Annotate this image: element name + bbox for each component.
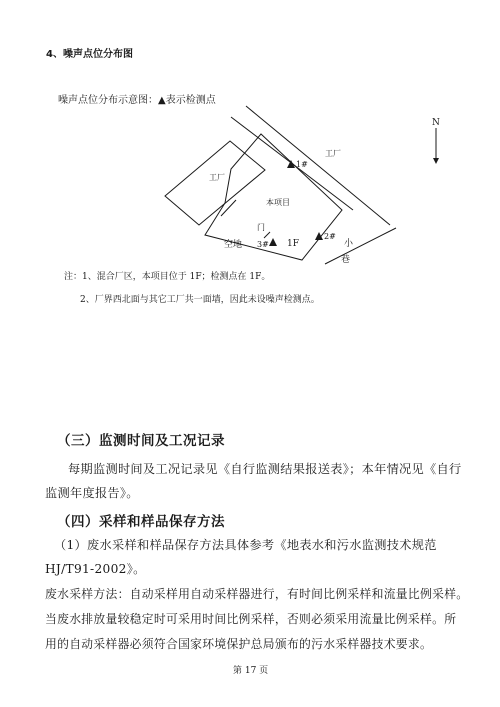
north-arrow-head-icon — [433, 158, 439, 164]
point-1-label: 1# — [296, 160, 308, 169]
factory-left-block — [165, 141, 265, 225]
gate-label: 门 — [257, 223, 265, 232]
section-4-para2-line-3: 用的自动采样器必须符合国家环境保护总局颁布的污水采样器技术要求。 — [45, 637, 433, 651]
floor-label: 1F — [287, 239, 299, 249]
point-3-label: 3# — [257, 240, 269, 249]
road-line-outer — [246, 106, 390, 225]
note-1: 注：1、混合厂区，本项目位于 1F；检测点在 1F。 — [64, 272, 271, 282]
section-4-title: 4、噪声点位分布图 — [46, 49, 133, 60]
alley-label-1: 小 — [344, 239, 354, 249]
point-2-label: 2# — [324, 232, 336, 241]
factory-left-label: 工厂 — [209, 173, 225, 182]
project-label: 本项目 — [266, 198, 290, 207]
note-2: 2、厂界西北面与其它工厂共一面墙，因此未设噪声检测点。 — [80, 295, 320, 305]
section-3-para-line-1: 每期监测时间及工况记录见《自行监测结果报送表》；本年情况见《自行 — [68, 462, 462, 476]
section-3-para-line-2: 监测年度报告》。 — [45, 486, 139, 500]
section-4-heading: （四）采样和样品保存方法 — [57, 514, 225, 530]
factory-right-label: 工厂 — [325, 149, 341, 158]
noise-point-diagram — [0, 0, 500, 300]
detection-point-3-icon — [269, 238, 277, 246]
alley-label-2: 巷 — [341, 255, 351, 265]
diagram-legend: 噪声点位分布示意图：▲表示检测点 — [58, 95, 216, 106]
north-label: N — [432, 118, 440, 128]
section-4-para1-line-2: HJ/T91-2002》。 — [45, 562, 146, 576]
page-number: 第 17 页 — [233, 666, 269, 676]
section-4-para2-line-1: 废水采样方法：自动采样用自动采样器进行，有时间比例采样和流量比例采样。 — [45, 587, 469, 601]
section-4-para1-line-1: （1）废水采样和样品保存方法具体参考《地表水和污水监测技术规范 — [54, 538, 437, 552]
gate-mark-lower — [264, 232, 270, 238]
gate-mark-upper — [221, 200, 236, 216]
section-4-para2-line-2: 当废水排放量较稳定时可采用时间比例采样，否则必须采用流量比例采样。所 — [45, 612, 457, 626]
open-ground-label: 空地 — [224, 240, 243, 250]
section-3-heading: （三）监测时间及工况记录 — [57, 433, 225, 449]
